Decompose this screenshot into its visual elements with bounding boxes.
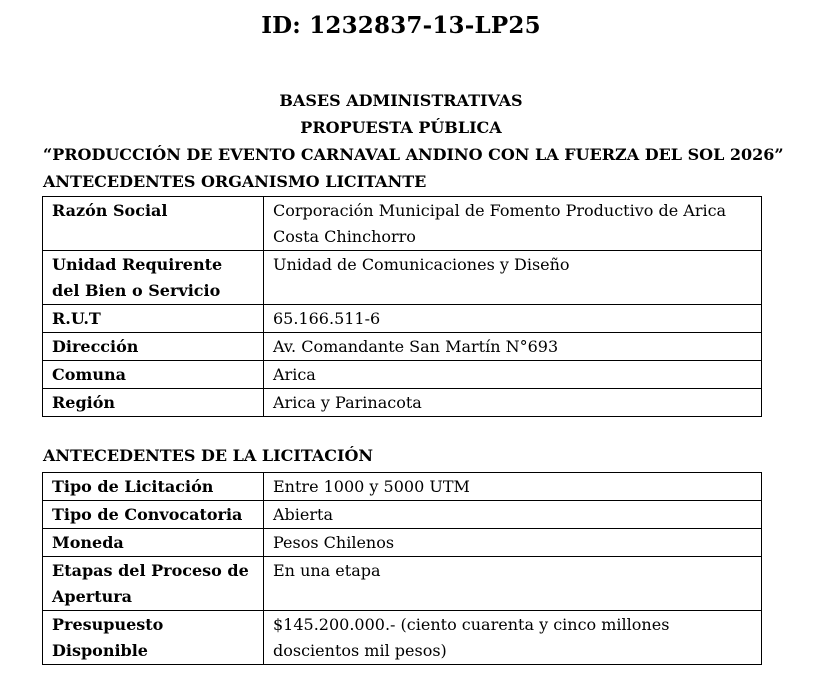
section-title-licitacion: ANTECEDENTES DE LA LICITACIÓN	[43, 446, 374, 465]
table-row	[43, 389, 762, 417]
field-value: En una etapa	[264, 557, 762, 611]
table-row	[43, 473, 762, 501]
field-value: Arica y Parinacota	[264, 389, 762, 417]
field-label: Comuna	[43, 361, 264, 389]
field-label: Etapas del Proceso de Apertura	[43, 557, 264, 611]
licitacion-table	[42, 472, 762, 665]
table-row	[43, 197, 762, 251]
field-label: Tipo de Convocatoria	[43, 501, 264, 529]
field-value: $145.200.000.- (ciento cuarenta y cinco millones doscientos mil pesos)	[264, 611, 762, 665]
table-row	[43, 529, 762, 557]
field-value: Corporación Municipal de Fomento Productivo de Arica Costa Chinchorro	[264, 197, 762, 251]
field-value: Abierta	[264, 501, 762, 529]
field-label: Región	[43, 389, 264, 417]
field-value: Av. Comandante San Martín N°693	[264, 333, 762, 361]
field-label: Tipo de Licitación	[43, 473, 264, 501]
table-row	[43, 305, 762, 333]
section-title-organismo: ANTECEDENTES ORGANISMO LICITANTE	[43, 172, 427, 191]
field-label: Unidad Requirente del Bien o Servicio	[43, 251, 264, 305]
table-row	[43, 611, 762, 665]
field-label: Presupuesto Disponible	[43, 611, 264, 665]
field-value: Pesos Chilenos	[264, 529, 762, 557]
field-value: Arica	[264, 361, 762, 389]
field-label: Razón Social	[43, 197, 264, 251]
heading-propuesta-publica: PROPUESTA PÚBLICA	[300, 118, 502, 137]
field-value: Unidad de Comunicaciones y Diseño	[264, 251, 762, 305]
table-row	[43, 501, 762, 529]
field-label: Moneda	[43, 529, 264, 557]
table-row	[43, 557, 762, 611]
project-title: “PRODUCCIÓN DE EVENTO CARNAVAL ANDINO CON LA FUERZA DEL SOL 2026”	[43, 145, 784, 164]
document-id: ID: 1232837-13-LP25	[261, 12, 541, 39]
field-value: 65.166.511-6	[264, 305, 762, 333]
organismo-table	[42, 196, 762, 417]
field-value: Entre 1000 y 5000 UTM	[264, 473, 762, 501]
heading-bases-administrativas: BASES ADMINISTRATIVAS	[279, 91, 523, 110]
table-row	[43, 361, 762, 389]
field-label: R.U.T	[43, 305, 264, 333]
table-row	[43, 251, 762, 305]
field-label: Dirección	[43, 333, 264, 361]
table-row	[43, 333, 762, 361]
